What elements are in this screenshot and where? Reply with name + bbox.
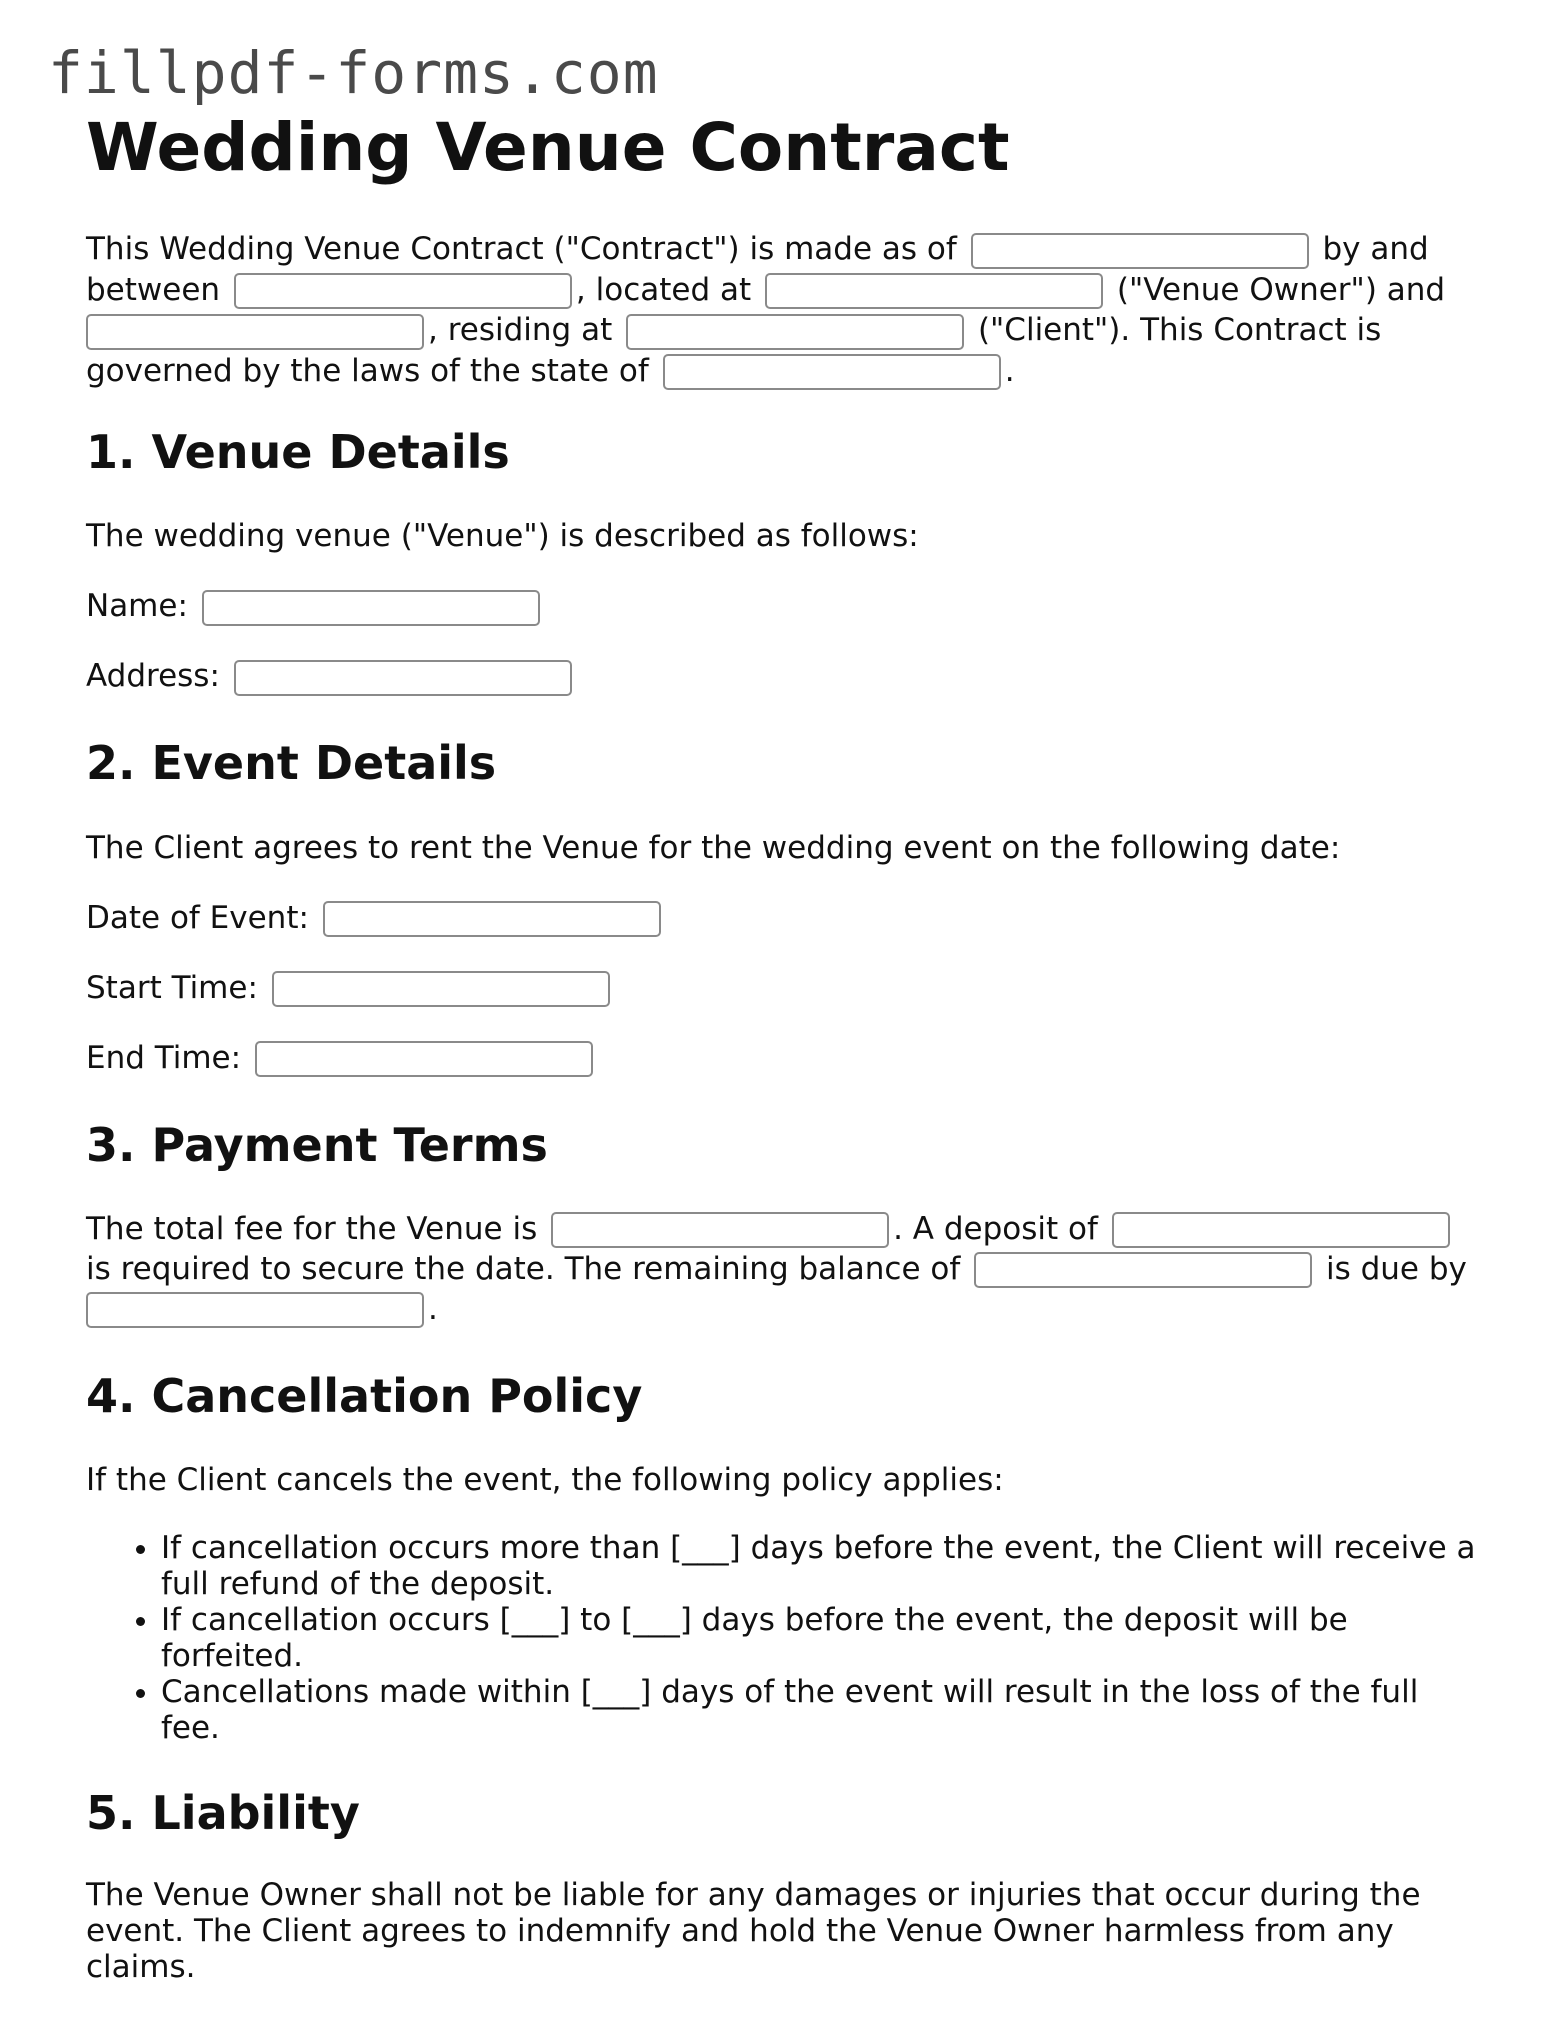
intro-text-5: , residing at — [428, 312, 613, 349]
payment-text-1: The total fee for the Venue is — [86, 1210, 538, 1247]
venue-name-row — [86, 586, 1486, 626]
client-address-field[interactable] — [626, 314, 964, 350]
event-date-field[interactable] — [323, 901, 661, 937]
cancellation-policy-section — [86, 1369, 1486, 1746]
governing-state-field[interactable] — [663, 354, 1001, 390]
payment-text-4: is due by — [1325, 1250, 1467, 1287]
venue-owner-name-field[interactable] — [234, 273, 572, 309]
intro-text-6: ("Client"). This Contract is governed by the laws of the state of — [86, 312, 1382, 389]
venue-address-label: Address: — [86, 658, 220, 695]
venue-details-section — [86, 425, 1486, 696]
intro-paragraph — [86, 229, 1486, 391]
cancellation-item: • If cancellation occurs more than [___] days before the event, the Client will receive a full refund of the deposit. — [161, 1530, 1486, 1602]
client-name-field[interactable] — [86, 314, 424, 350]
cancellation-item: • If cancellation occurs [___] to [___] days before the event, the deposit will be forfeited. — [161, 1602, 1486, 1674]
end-time-field[interactable] — [255, 1041, 593, 1077]
start-time-label: Start Time: — [86, 969, 258, 1006]
page-title: Wedding Venue Contract — [86, 109, 1010, 186]
event-details-section — [86, 736, 1486, 1077]
payment-text-5: . — [428, 1290, 438, 1327]
cancellation-list — [86, 1530, 1486, 1746]
intro-text-7: . — [1004, 352, 1015, 389]
event-details-heading: 2. Event Details — [86, 736, 497, 791]
balance-due-date-field[interactable] — [86, 1292, 424, 1328]
venue-details-description: The wedding venue ("Venue") is described as follows: — [86, 518, 919, 555]
venue-owner-address-field[interactable] — [765, 273, 1103, 309]
intro-text-3: , located at — [575, 271, 752, 308]
remaining-balance-field[interactable] — [974, 1252, 1312, 1288]
contract-date-field[interactable] — [971, 233, 1309, 269]
start-time-row — [86, 968, 1486, 1008]
intro-text-1: This Wedding Venue Contract ("Contract") is made as of — [86, 231, 957, 268]
payment-text-3: is required to secure the date. The remaining balance of — [86, 1250, 961, 1287]
payment-terms-section — [86, 1118, 1486, 1329]
venue-name-field[interactable] — [202, 590, 540, 626]
payment-text-2: . A deposit of — [893, 1210, 1098, 1247]
intro-text-2: by and between — [86, 231, 1429, 308]
venue-name-label: Name: — [86, 588, 188, 625]
cancellation-description: If the Client cancels the event, the following policy applies: — [86, 1461, 1004, 1498]
intro-text-4: ("Venue Owner") and — [1116, 271, 1446, 308]
end-time-label: End Time: — [86, 1039, 242, 1076]
venue-address-field[interactable] — [234, 660, 572, 696]
event-date-row — [86, 898, 1486, 938]
payment-terms-paragraph — [86, 1209, 1486, 1329]
contract-page — [86, 108, 1486, 2025]
total-fee-field[interactable] — [551, 1212, 889, 1248]
liability-heading: 5. Liability — [86, 1785, 360, 1840]
venue-details-heading: 1. Venue Details — [86, 425, 510, 480]
end-time-row — [86, 1038, 1486, 1078]
liability-section — [86, 1786, 1486, 1985]
cancellation-policy-heading: 4. Cancellation Policy — [86, 1368, 643, 1423]
event-details-description: The Client agrees to rent the Venue for the wedding event on the following date: — [86, 829, 1341, 866]
payment-terms-heading: 3. Payment Terms — [86, 1117, 548, 1172]
watermark: fillpdf-forms.com — [48, 39, 659, 107]
venue-address-row — [86, 656, 1486, 696]
event-date-label: Date of Event: — [86, 899, 309, 936]
cancellation-item: • Cancellations made within [___] days of the event will result in the loss of the full fee. — [161, 1674, 1486, 1746]
liability-text: The Venue Owner shall not be liable for any damages or injuries that occur during the event. The Client agrees to indemnify and hold the Venue Owner harmless from any claims. — [86, 1877, 1421, 1986]
start-time-field[interactable] — [272, 971, 610, 1007]
deposit-amount-field[interactable] — [1112, 1212, 1450, 1248]
